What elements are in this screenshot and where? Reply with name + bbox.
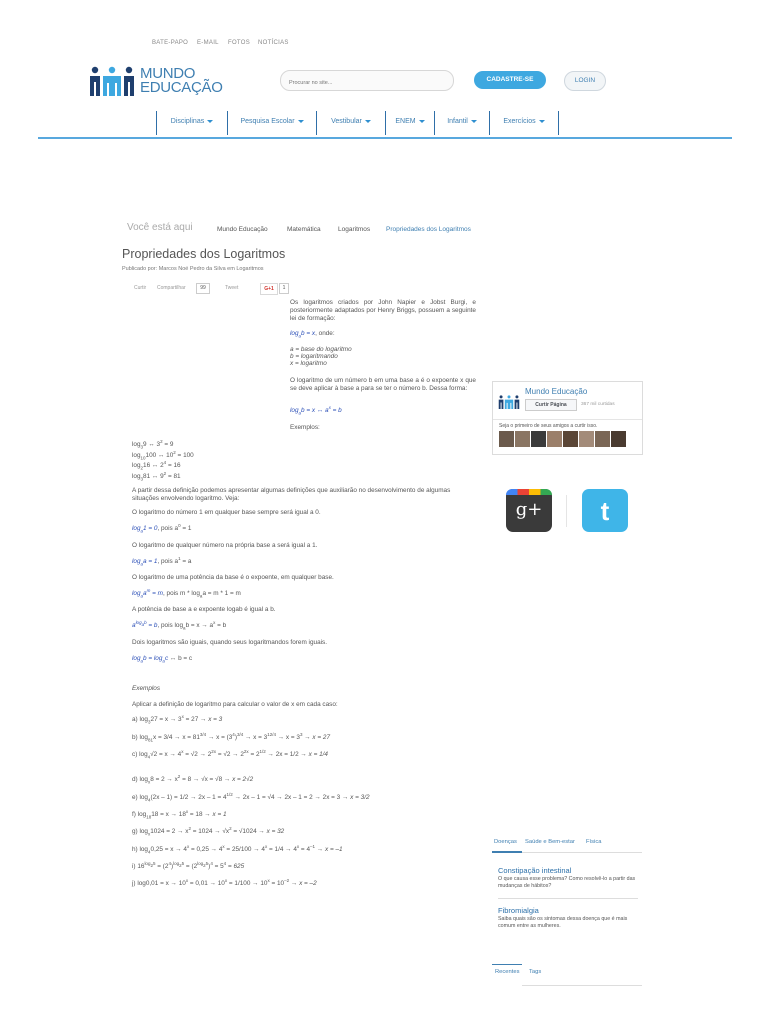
avatar[interactable] xyxy=(499,431,514,447)
google-plus-icon[interactable]: g+ xyxy=(506,489,552,532)
property-5: $\log_ab = \log_ac$ ↔ b = c xyxy=(132,655,193,664)
login-button[interactable]: LOGIN xyxy=(564,71,606,91)
menu-pesquisa-escolar[interactable]: Pesquisa Escolar xyxy=(228,111,317,135)
paragraph-9: Aplicar a definição de logaritmo para calcular o valor de x em cada caso: xyxy=(132,701,338,708)
exercise-e: e) $\log_4(2x - 1) = 1/2 \to 2x - 1 = 4^{1/2} \to 2x - 1 = √4 \to 2x - 1 = 2 \to 2x = 3 \to x = 3/2$ xyxy=(132,791,370,803)
definition-list: a = base do logaritmo b = logaritmando x = logaritmo xyxy=(290,346,352,367)
sidebar-item-desc: Saiba quais são os sintomas dessa doença que é mais comum entre as mulheres. xyxy=(498,916,628,929)
intro-paragraph: Os logaritmos criados por John Napier e Jobst Burgi, e posteriormente adaptados por Henry Briggs, possuem a seguinte lei de formação: xyxy=(290,299,476,322)
chevron-down-icon xyxy=(539,120,545,123)
exercise-g: g) $\log_x1024 = 2 \to x^2 = 1024 \to √x^2 = √1024 \to x = 32$ xyxy=(132,825,285,837)
main-menu xyxy=(156,111,536,135)
paragraph-4: O logaritmo do número 1 em qualquer base sempre será igual a 0. xyxy=(132,509,321,516)
search-box[interactable] xyxy=(280,70,454,91)
formula-definition: $\log_ab = x$, onde: xyxy=(290,330,335,339)
paragraph-7: A potência de base a e expoente logab é igual a b. xyxy=(132,606,276,613)
topnav-fotos[interactable]: FOTOS xyxy=(228,40,251,46)
fb-like-page-button[interactable]: Curtir Página xyxy=(525,399,577,411)
examples-heading: Exemplos xyxy=(132,685,161,692)
logo-icon xyxy=(496,395,522,409)
page-title: Propriedades dos Logaritmos xyxy=(122,247,286,261)
breadcrumb-item[interactable]: Matemática xyxy=(287,226,321,233)
paragraph-3: A partir dessa definição podemos apresentar algumas definições que auxiliarão no desenvolvimento de algumas situações envolvendo logaritmo. Veja: xyxy=(132,487,451,502)
sidebar-item-title[interactable]: Constipação intestinal xyxy=(498,866,572,875)
avatar[interactable] xyxy=(579,431,594,447)
breadcrumb-label: Você está aqui xyxy=(127,222,193,233)
property-1: $\log_a1 = 0$, pois $a^0 = 1$ xyxy=(132,522,192,534)
paragraph-2: O logaritmo de um número b em uma base a é o expoente x que se deve aplicar à base a para se ter o número b. Dessa forma: xyxy=(290,377,476,392)
breadcrumb-current: Propriedades dos Logaritmos xyxy=(386,226,471,233)
property-3: $\log_aa^m = m$, pois $m * \log_aa = m * 1 = m$ xyxy=(132,587,241,599)
menu-infantil[interactable]: Infantil xyxy=(435,111,490,135)
menu-enem[interactable]: ENEM xyxy=(386,111,435,135)
exercise-d: d) $\log_x8 = 2 \to x^2 = 8 \to √x = √8 \to x = 2√2$ xyxy=(132,773,254,785)
sidebar-item-desc: O que causa esse problema? Como resolvê-lo a partir das mudanças de hábitos? xyxy=(498,876,636,889)
tweet-button[interactable]: Tweet xyxy=(225,285,239,291)
paragraph-8: Dois logaritmos são iguais, quando seus logaritmandos forem iguais. xyxy=(132,639,328,646)
exercise-c: c) $\log_4√2 = x \to 4^x = √2 \to 2^{2x} = √2 \to 2^{2x} = 2^{1/2} \to 2x = 1/2 \to x = 1/4$ xyxy=(132,748,328,760)
topnav-noticias[interactable]: NOTÍCIAS xyxy=(258,40,289,46)
twitter-icon[interactable]: t xyxy=(582,489,628,532)
exercise-f: f) $\log_{18}18 = x \to 18^x = 18 \to x = 1$ xyxy=(132,808,227,820)
topnav-email[interactable]: E-MAIL xyxy=(197,40,219,46)
topnav-bate-papo[interactable]: BATE-PAPO xyxy=(152,40,189,46)
avatar[interactable] xyxy=(547,431,562,447)
byline: Publicado por: Marcos Noé Pedro da Silva em Logaritmos xyxy=(122,266,264,272)
menu-vestibular[interactable]: Vestibular xyxy=(317,111,386,135)
property-4: $a^{log_ab} = b$, pois $\log_ab = x \to a^x = b$ xyxy=(132,619,227,631)
examples-list: $\log_39$ ↔ $3^2 = 9$ $\log_{10}100$ ↔ $10^2 = 100$ $\log_216$ ↔ $2^4 = 16$ $\log_381$ ↔ $9^2 = 81$ xyxy=(132,438,194,481)
facebook-like-button[interactable]: Curtir xyxy=(134,285,147,291)
exercise-j: j) $\log 0,01 = x \to 10^x = 0,01 \to 10^x = 1/100 \to 10^x = 10^{-2} \to x = -2$ xyxy=(132,877,317,887)
formula-equivalence: $\log_ab = x$ ↔ $a^x = b$ xyxy=(290,404,342,416)
menu-exercicios[interactable]: Exercícios xyxy=(490,111,559,135)
exercise-a: a) $\log_327 = x \to 3^x = 27 \to x = 3$ xyxy=(132,713,223,725)
avatar[interactable] xyxy=(611,431,626,447)
header-divider xyxy=(38,137,732,139)
fb-avatars xyxy=(499,431,636,447)
paragraph-5: O logaritmo de qualquer número na própria base a será igual a 1. xyxy=(132,542,318,549)
logo-icon[interactable] xyxy=(89,66,135,96)
tab-recentes[interactable]: Recentes xyxy=(495,969,520,975)
avatar[interactable] xyxy=(563,431,578,447)
property-2: $\log_aa = 1$, pois $a^1 = a$ xyxy=(132,555,192,567)
chevron-down-icon xyxy=(471,120,477,123)
chevron-down-icon xyxy=(365,120,371,123)
logo-text[interactable]: MUNDO EDUCAÇÃO xyxy=(140,65,223,96)
sidebar-item-title[interactable]: Fibromialgia xyxy=(498,906,539,915)
gplus-count: 1 xyxy=(279,283,289,294)
share-button[interactable]: Compartilhar xyxy=(157,285,186,291)
menu-disciplinas[interactable]: Disciplinas xyxy=(157,111,228,135)
chevron-down-icon xyxy=(419,120,425,123)
exercise-b: b) $\log_{81}x = 3/4 \to x = 81^{3/4} \to x = (3^4)^{3/4} \to x = 3^{12/4} \to x = 3^3 \to x = 27$ xyxy=(132,731,331,743)
avatar[interactable] xyxy=(515,431,530,447)
exercise-h: h) $\log_40,25 = x \to 4^x = 0,25 \to 4^x = 25/100 \to 4^x = 1/4 \to 4^x = 4^{-1} \to x = -1$ xyxy=(132,843,343,855)
fb-like-count: 367 mil curtidas xyxy=(581,402,615,407)
tab-saude[interactable]: Saúde e Bem-estar xyxy=(525,839,575,845)
signup-button[interactable]: CADASTRE-SE xyxy=(474,71,546,89)
facebook-page-widget xyxy=(492,381,643,455)
share-count: 99 xyxy=(196,283,210,294)
active-tab-indicator xyxy=(492,851,522,853)
chevron-down-icon xyxy=(207,120,213,123)
gplus-button[interactable]: G+1 xyxy=(260,283,278,295)
breadcrumb-item[interactable]: Mundo Educação xyxy=(217,226,268,233)
tab-fisica[interactable]: Física xyxy=(586,839,602,845)
avatar[interactable] xyxy=(595,431,610,447)
tab-doencas[interactable]: Doenças xyxy=(494,839,517,845)
search-input[interactable] xyxy=(281,74,447,93)
examples-label: Exemplos: xyxy=(290,424,320,431)
fb-friends-text: Seja o primeiro de seus amigos a curtir isso. xyxy=(499,423,598,429)
fb-page-name[interactable]: Mundo Educação xyxy=(525,387,588,396)
breadcrumb-item[interactable]: Logaritmos xyxy=(338,226,371,233)
paragraph-6: O logaritmo de uma potência da base é o expoente, em qualquer base. xyxy=(132,574,334,581)
avatar[interactable] xyxy=(531,431,546,447)
tab-tags[interactable]: Tags xyxy=(529,969,542,975)
exercise-i: i) $16^{log_25} = (2^4)^{log_25} = (2^{log_25})^4 = 5^4 = 625$ xyxy=(132,860,245,870)
chevron-down-icon xyxy=(298,120,304,123)
